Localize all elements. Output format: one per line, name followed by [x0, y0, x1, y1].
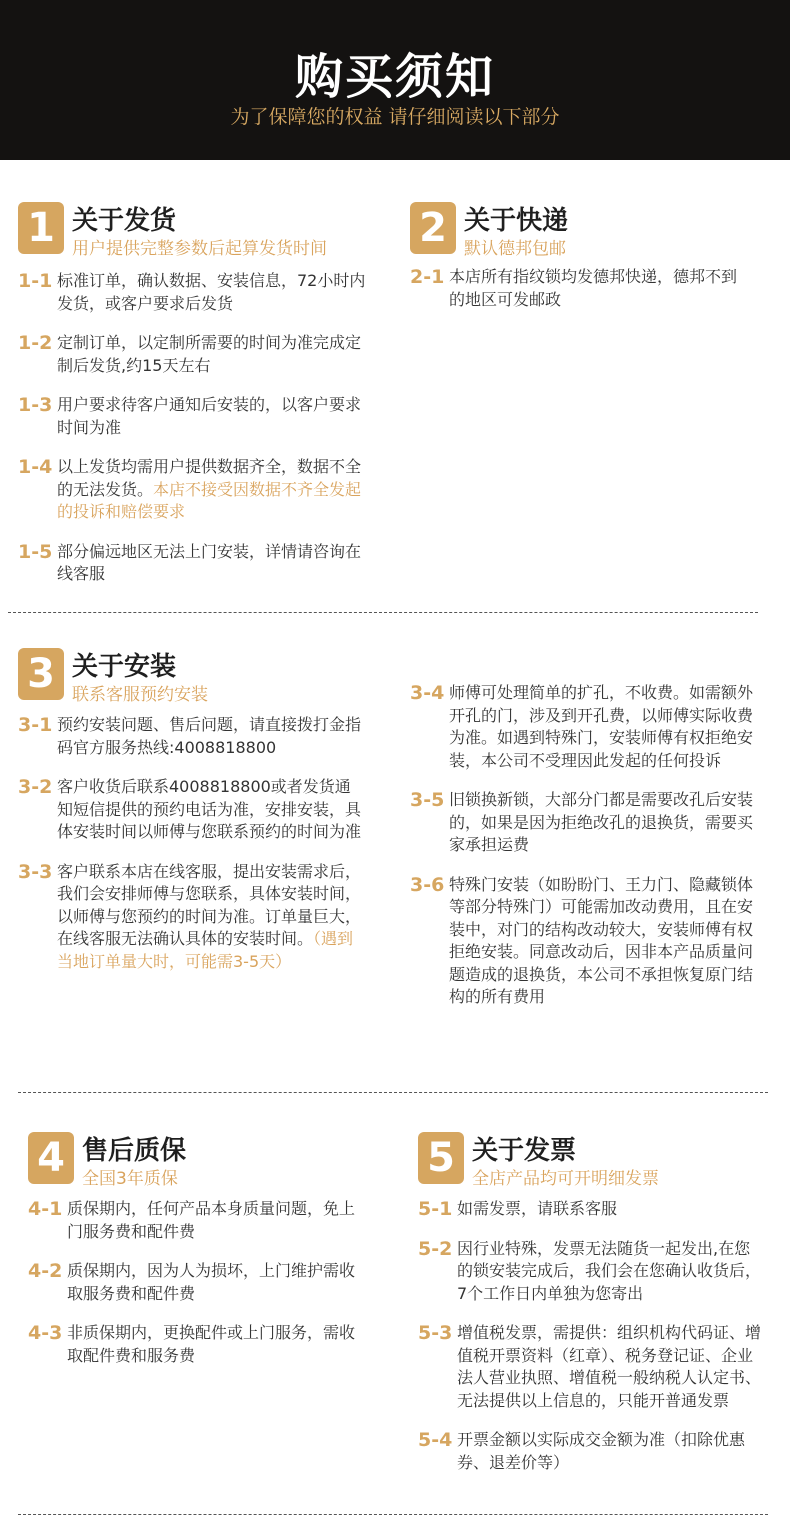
list-item — [418, 1238, 763, 1306]
section-warranty — [28, 1130, 368, 1384]
item-number: 1-5 — [18, 540, 53, 563]
item-text: 定制订单，以定制所需要的时间为准完成定制后发货,约15天左右 — [57, 333, 362, 375]
list-item — [410, 789, 755, 857]
item-text: 因行业特殊，发票无法随货一起发出,在您的锁安装完成后，我们会在您确认收货后，7个工作日内单独为您寄出 — [457, 1238, 762, 1303]
section-divider — [18, 1514, 768, 1515]
item-text: 质保期内，因为人为损坏，上门维护需收取服务费和配件费 — [67, 1261, 356, 1303]
section-courier — [410, 200, 750, 328]
list-item — [18, 861, 363, 974]
section-number-badge: 3 — [18, 648, 64, 700]
section-number-badge: 2 — [410, 202, 456, 254]
item-number: 3-6 — [410, 873, 445, 896]
section-number-badge: 5 — [418, 1132, 464, 1184]
list-item — [28, 1260, 368, 1305]
section-divider — [8, 612, 758, 613]
list-item — [410, 682, 755, 772]
section-header — [418, 1130, 763, 1192]
item-text: 用户要求待客户通知后安装的，以客户要求时间为准 — [57, 395, 362, 437]
item-number: 3-3 — [18, 860, 53, 883]
section-subtitle: 用户提供完整参数后起算发货时间 — [72, 239, 327, 259]
list-item — [28, 1198, 368, 1243]
section-title: 关于快递 — [464, 206, 569, 236]
item-number: 4-3 — [28, 1322, 63, 1344]
list-item — [18, 394, 368, 439]
list-item — [18, 541, 368, 586]
item-text: 师傅可处理简单的扩孔，不收费。如需额外开孔的门，涉及到开孔费，以师傅实际收费为准。如遇到特殊门，安装师傅有权拒绝安装，本公司不受理因此发起的任何投诉 — [449, 683, 754, 770]
list-item — [18, 332, 368, 377]
section-title: 关于安装 — [72, 652, 177, 682]
item-highlight: （遇到当地订单量大时，可能需3-5天） — [57, 929, 354, 971]
item-text: 本店所有指纹锁均发德邦快递，德邦不到的地区可发邮政 — [449, 267, 738, 309]
item-text: 如需发票，请联系客服 — [457, 1199, 618, 1218]
list-item — [410, 874, 755, 1009]
item-text: 特殊门安装（如盼盼门、王力门、隐藏锁体等部分特殊门）可能需加改动费用，且在安装中，对门的结构改动较大，安装师傅有权拒绝安装。同意改动后，因非本产品质量问题造成的退换货，本公司不承担恢复原门结构的所有费用 — [449, 874, 754, 1006]
item-number: 3-1 — [18, 714, 53, 736]
item-text: 增值税发票，需提供：组织机构代码证、增值税开票资料（红章）、税务登记证、企业法人营业执照、增值税一般纳税人认定书、无法提供以上信息的，只能开普通发票 — [457, 1323, 762, 1410]
list-item — [18, 714, 363, 759]
item-text: 客户联系本店在线客服，提出安装需求后，我们会安排师傅与您联系，具体安装时间，以师傅与您预约的时间为准。订单量巨大，在线客服无法确认具体的安装时间。（遇到当地订单量大时，可能需3-5天） — [57, 861, 362, 971]
list-item — [18, 456, 368, 524]
list-item — [18, 270, 368, 315]
section-invoice — [418, 1130, 763, 1491]
item-text: 旧锁换新锁，大部分门都是需要改孔后安装的，如果是因为拒绝改孔的退换货，需要买家承担运费 — [449, 790, 754, 854]
section-shipping — [18, 200, 368, 603]
section-header — [18, 646, 363, 708]
item-number: 1-1 — [18, 270, 53, 292]
section-divider — [18, 1092, 768, 1093]
item-number: 3-5 — [410, 789, 445, 811]
item-text: 部分偏远地区无法上门安装，详情请咨询在线客服 — [57, 541, 362, 583]
item-number: 1-3 — [18, 394, 53, 416]
list-item — [28, 1322, 368, 1367]
item-text: 开票金额以实际成交金额为准（扣除优惠券、退差价等） — [457, 1430, 746, 1472]
item-number: 1-2 — [18, 332, 53, 354]
item-number: 2-1 — [410, 266, 445, 288]
page-header — [0, 0, 790, 160]
list-item — [418, 1429, 763, 1474]
page-subtitle: 为了保障您的权益 请仔细阅读以下部分 — [230, 106, 560, 128]
item-text: 预约安装问题、售后问题，请直接拨打金指码官方服务热线:4008818800 — [57, 715, 362, 757]
item-number: 5-3 — [418, 1322, 453, 1344]
section-installation-continued — [410, 682, 755, 1026]
item-number: 3-2 — [18, 776, 53, 798]
section-header — [18, 200, 368, 262]
item-number: 5-4 — [418, 1429, 453, 1451]
list-item — [410, 266, 750, 311]
item-text: 标准订单，确认数据、安装信息，72小时内发货，或客户要求后发货 — [57, 271, 366, 313]
section-installation — [18, 646, 363, 990]
item-number: 5-1 — [418, 1198, 453, 1220]
item-text: 客户收货后联系4008818800或者发货通知短信提供的预约电话为准，安排安装，具体安装时间以师傅与您联系预约的时间为准 — [57, 777, 362, 841]
section-number-badge: 1 — [18, 202, 64, 254]
section-subtitle: 联系客服预约安装 — [72, 685, 208, 705]
item-text: 质保期内，任何产品本身质量问题，免上门服务费和配件费 — [67, 1199, 356, 1241]
section-title: 售后质保 — [82, 1136, 187, 1166]
section-title: 关于发货 — [72, 206, 177, 236]
section-header — [28, 1130, 368, 1192]
item-number: 3-4 — [410, 682, 445, 704]
page-title: 购买须知 — [294, 49, 495, 105]
section-number-badge: 4 — [28, 1132, 74, 1184]
list-item — [18, 776, 363, 844]
item-highlight: 本店不接受因数据不齐全发起的投诉和赔偿要求 — [57, 479, 362, 521]
item-number: 5-2 — [418, 1237, 453, 1260]
item-text: 非质保期内，更换配件或上门服务，需收取配件费和服务费 — [67, 1323, 356, 1365]
section-subtitle: 默认德邦包邮 — [464, 239, 566, 259]
item-text: 以上发货均需用户提供数据齐全，数据不全的无法发货。本店不接受因数据不齐全发起的投诉和赔偿要求 — [57, 457, 362, 521]
list-item — [418, 1322, 763, 1412]
list-item — [418, 1198, 763, 1221]
section-title: 关于发票 — [472, 1136, 577, 1166]
item-number: 4-2 — [28, 1260, 63, 1282]
section-header — [410, 200, 750, 262]
section-subtitle: 全国3年质保 — [82, 1169, 178, 1189]
item-number: 1-4 — [18, 456, 53, 478]
item-number: 4-1 — [28, 1198, 63, 1220]
section-subtitle: 全店产品均可开明细发票 — [472, 1169, 659, 1189]
